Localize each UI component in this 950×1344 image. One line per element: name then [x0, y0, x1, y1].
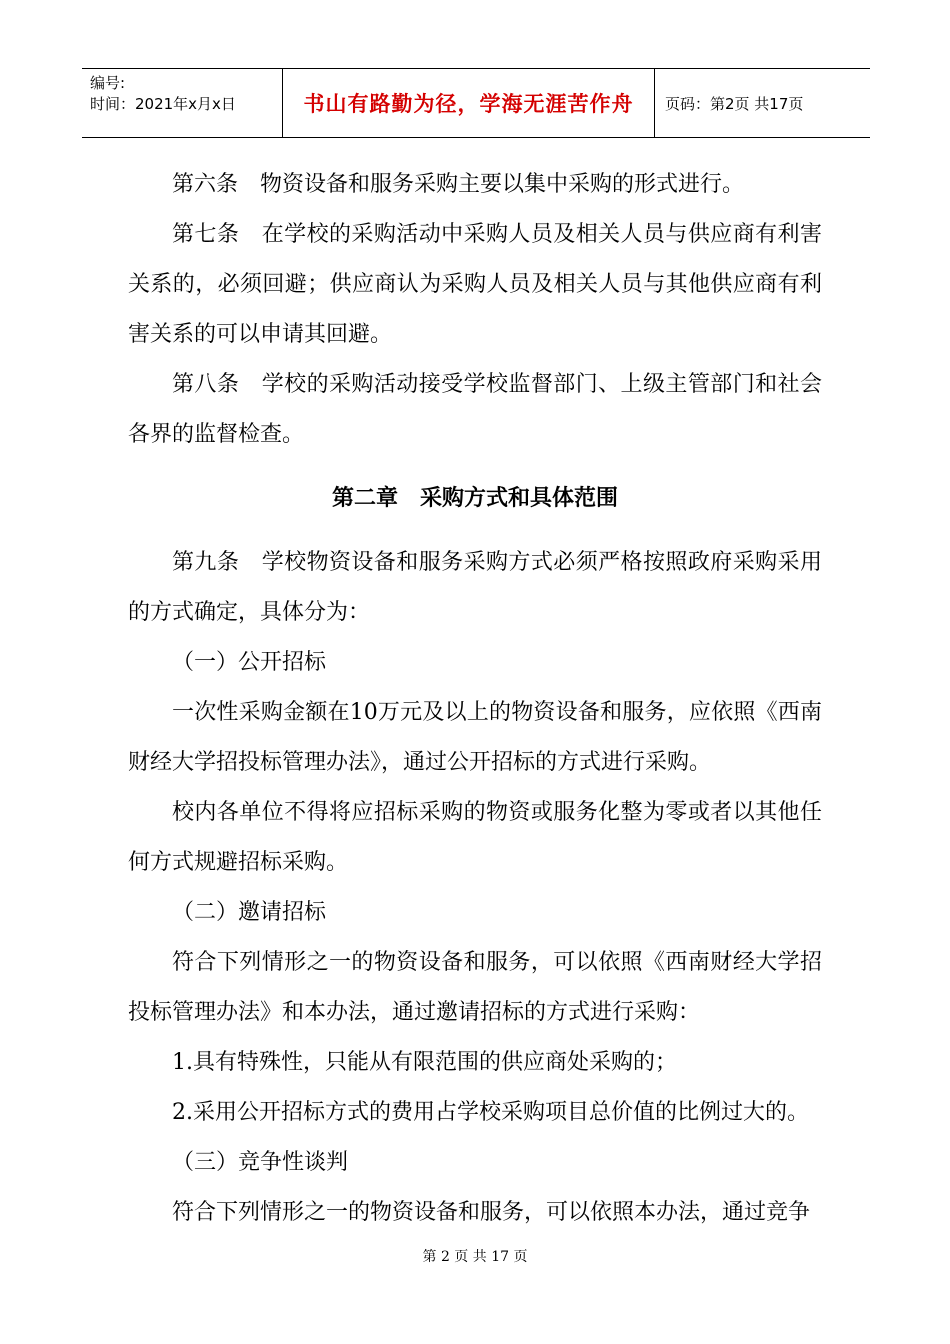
paragraph: 符合下列情形之一的物资设备和服务，可以依照《西南财经大学招投标管理办法》和本办法，通过邀请招标的方式进行采购： — [128, 950, 822, 1025]
paragraph: 一次性采购金额在10万元及以上的物资设备和服务，应依照《西南财经大学招投标管理办法》，通过公开招标的方式进行采购。 — [128, 700, 822, 775]
article-6: 第六条 物资设备和服务采购主要以集中采购的形式进行。 — [172, 172, 745, 197]
header-motto: 书山有路勤为径，学海无涯苦作舟 — [282, 69, 655, 137]
article-7: 第七条 在学校的采购活动中采购人员及相关人员与供应商有利害关系的，必须回避；供应商认为采购人员及相关人员与其他供应商有利害关系的可以申请其回避。 — [128, 222, 822, 347]
document-date: 时间：2021年x月x日 — [90, 95, 236, 113]
list-item: 2.采用公开招标方式的费用占学校采购项目总价值的比例过大的。 — [172, 1100, 809, 1125]
article-9: 第九条 学校物资设备和服务采购方式必须严格按照政府采购采用的方式确定，具体分为： — [128, 550, 822, 625]
chapter-heading: 第二章 采购方式和具体范围 — [331, 486, 618, 511]
page-footer: 第 2 页 共 17 页 — [422, 1249, 528, 1265]
document-body — [128, 160, 822, 1238]
header-meta — [82, 69, 282, 137]
paragraph: 符合下列情形之一的物资设备和服务，可以依照本办法，通过竞争 — [172, 1200, 811, 1225]
header-page-info: 页码：第2页 共17页 — [665, 94, 804, 113]
article-8: 第八条 学校的采购活动接受学校监督部门、上级主管部门和社会各界的监督检查。 — [128, 372, 822, 447]
page-header — [82, 68, 870, 138]
section-competitive-negotiation: （三）竞争性谈判 — [172, 1150, 349, 1175]
list-item: 1.具有特殊性，只能从有限范围的供应商处采购的； — [172, 1050, 677, 1075]
section-public-tender: （一）公开招标 — [172, 650, 327, 675]
document-code-label: 编号: — [90, 74, 126, 92]
paragraph: 校内各单位不得将应招标采购的物资或服务化整为零或者以其他任何方式规避招标采购。 — [128, 800, 822, 875]
section-invited-tender: （二）邀请招标 — [172, 900, 327, 925]
